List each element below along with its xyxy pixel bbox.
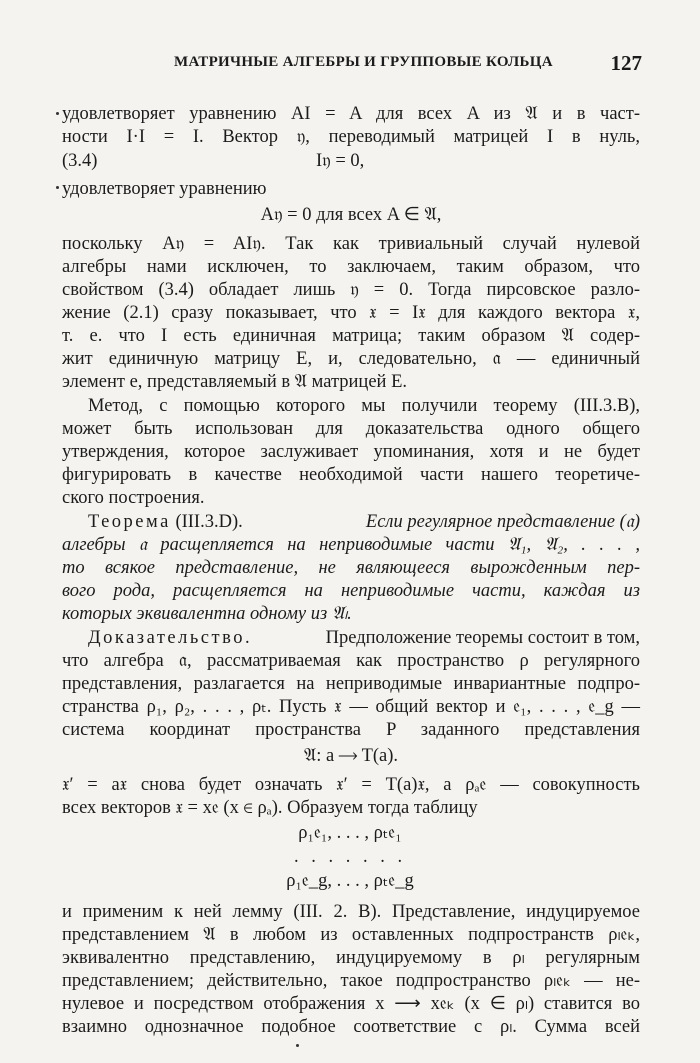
text-line: удовлетворяет уравнению AI = A для всех A из 𝔄 и в част- (62, 104, 640, 124)
equation-label: (3.4) (62, 151, 98, 171)
text-line: жит единичную матрицу E, и, следовательно, 𝔞 — единичный (62, 349, 640, 369)
table-row: . . . . . . . (293, 847, 407, 867)
theorem-line: вого рода, расщепляется на неприводимые части, каждая из (62, 581, 640, 601)
proof-text: Предположение теоремы состоит в том, (325, 628, 640, 648)
ink-speck (56, 112, 59, 115)
page-number: 127 (610, 51, 642, 75)
theorem-line: то всякое представление, не являющееся вырожденным пер- (62, 558, 640, 578)
text-line: 𝔵′ = a𝔵 снова будет означать 𝔵′ = T(a)𝔵, а ρₐ𝔢 — совокупность (62, 775, 640, 795)
text-line: может быть использован для доказательства одного общего (62, 419, 640, 439)
theorem-line: алгебры 𝔞 расщепляется на неприводимые части 𝔄₁, 𝔄₂, . . . , (62, 535, 640, 555)
text-line: т. е. что I есть единичная матрица; таким образом 𝔄 содер- (62, 326, 640, 346)
text-line: жение (2.1) сразу показывает, что 𝔵 = I𝔵 для каждого вектора 𝔵, (62, 303, 640, 323)
text-line: удовлетворяет уравнению (62, 179, 267, 199)
text-line: свойством (3.4) обладает лишь 𝔶 = 0. Тогда пирсовское разло- (62, 280, 640, 300)
text-line: эквивалентно представлению, индуцируемому в ρₗ регулярным (62, 948, 640, 968)
equation-body: I𝔶 = 0, (316, 151, 365, 171)
ink-speck (56, 186, 59, 189)
text-line: система координат пространства P заданного представления (62, 720, 640, 740)
text-line: нулевое и посредством отображения x ⟶ x𝔢ₖ (x ∈ ρₗ) ставится во (62, 994, 640, 1014)
ink-speck (296, 1044, 299, 1047)
text-line: элемент e, представляемый в 𝔄 матрицей E. (62, 372, 407, 392)
text-line: представлением; действительно, такое подпространство ρₗ𝔢ₖ — не- (62, 971, 640, 991)
table-row: ρ₁𝔢₁, . . . , ρₜ𝔢₁ (298, 823, 402, 843)
text-line: странства ρ₁, ρ₂, . . . , ρₜ. Пусть 𝔵 — общий вектор и 𝔢₁, . . . , 𝔢_g — (62, 697, 640, 717)
theorem-text: Если регулярное представление (𝔞) (365, 512, 640, 532)
proof-heading: Доказательство. (88, 628, 253, 648)
table-row: ρ₁𝔢_g, . . . , ρₜ𝔢_g (286, 871, 414, 891)
text-line: фигурировать в качестве необходимой части нашего теоретиче- (62, 465, 640, 485)
display-equation: 𝔄: a ⟶ T(a). (303, 746, 399, 766)
theorem-number: (III.3.D). (175, 512, 243, 532)
text-line: всех векторов 𝔵 = x𝔢 (x ∈ ρₐ). Образуем тогда таблицу (62, 798, 478, 818)
text-line: Метод, с помощью которого мы получили теорему (III.3.B), (88, 396, 640, 416)
proof-line (88, 627, 640, 649)
text-line: ского построения. (62, 488, 205, 508)
text-line: утверждения, которое заслуживает упоминания, хотя и не будет (62, 442, 640, 462)
theorem-heading: Теорема (88, 512, 171, 532)
text-line: представления, разлагается на неприводимые инвариантные подпро- (62, 674, 640, 694)
text-line: поскольку A𝔶 = AI𝔶. Так как тривиальный случай нулевой (62, 234, 640, 254)
text-line: взаимно однозначное подобное соответствие с ρₗ. Сумма всей (62, 1017, 640, 1037)
text-line: и применим к ней лемму (III. 2. B). Представление, индуцируемое (62, 902, 640, 922)
theorem-line (88, 511, 640, 533)
running-head: МАТРИЧНЫЕ АЛГЕБРЫ И ГРУППОВЫЕ КОЛЬЦА (174, 54, 553, 70)
text-line: что алгебра 𝔞, рассматриваемая как пространство ρ регулярного (62, 651, 640, 671)
text-line: представлением 𝔄 в любом из оставленных подпространств ρₗ𝔢ₖ, (62, 925, 640, 945)
theorem-line: которых эквивалентна одному из 𝔄ₗ. (62, 604, 352, 624)
display-equation: A𝔶 = 0 для всех A ∈ 𝔄, (260, 205, 442, 225)
text-line: ности I·I = I. Вектор 𝔶, переводимый матрицей I в нуль, (62, 127, 640, 147)
text-line: алгебры нами исключен, то заключаем, таким образом, что (62, 257, 640, 277)
